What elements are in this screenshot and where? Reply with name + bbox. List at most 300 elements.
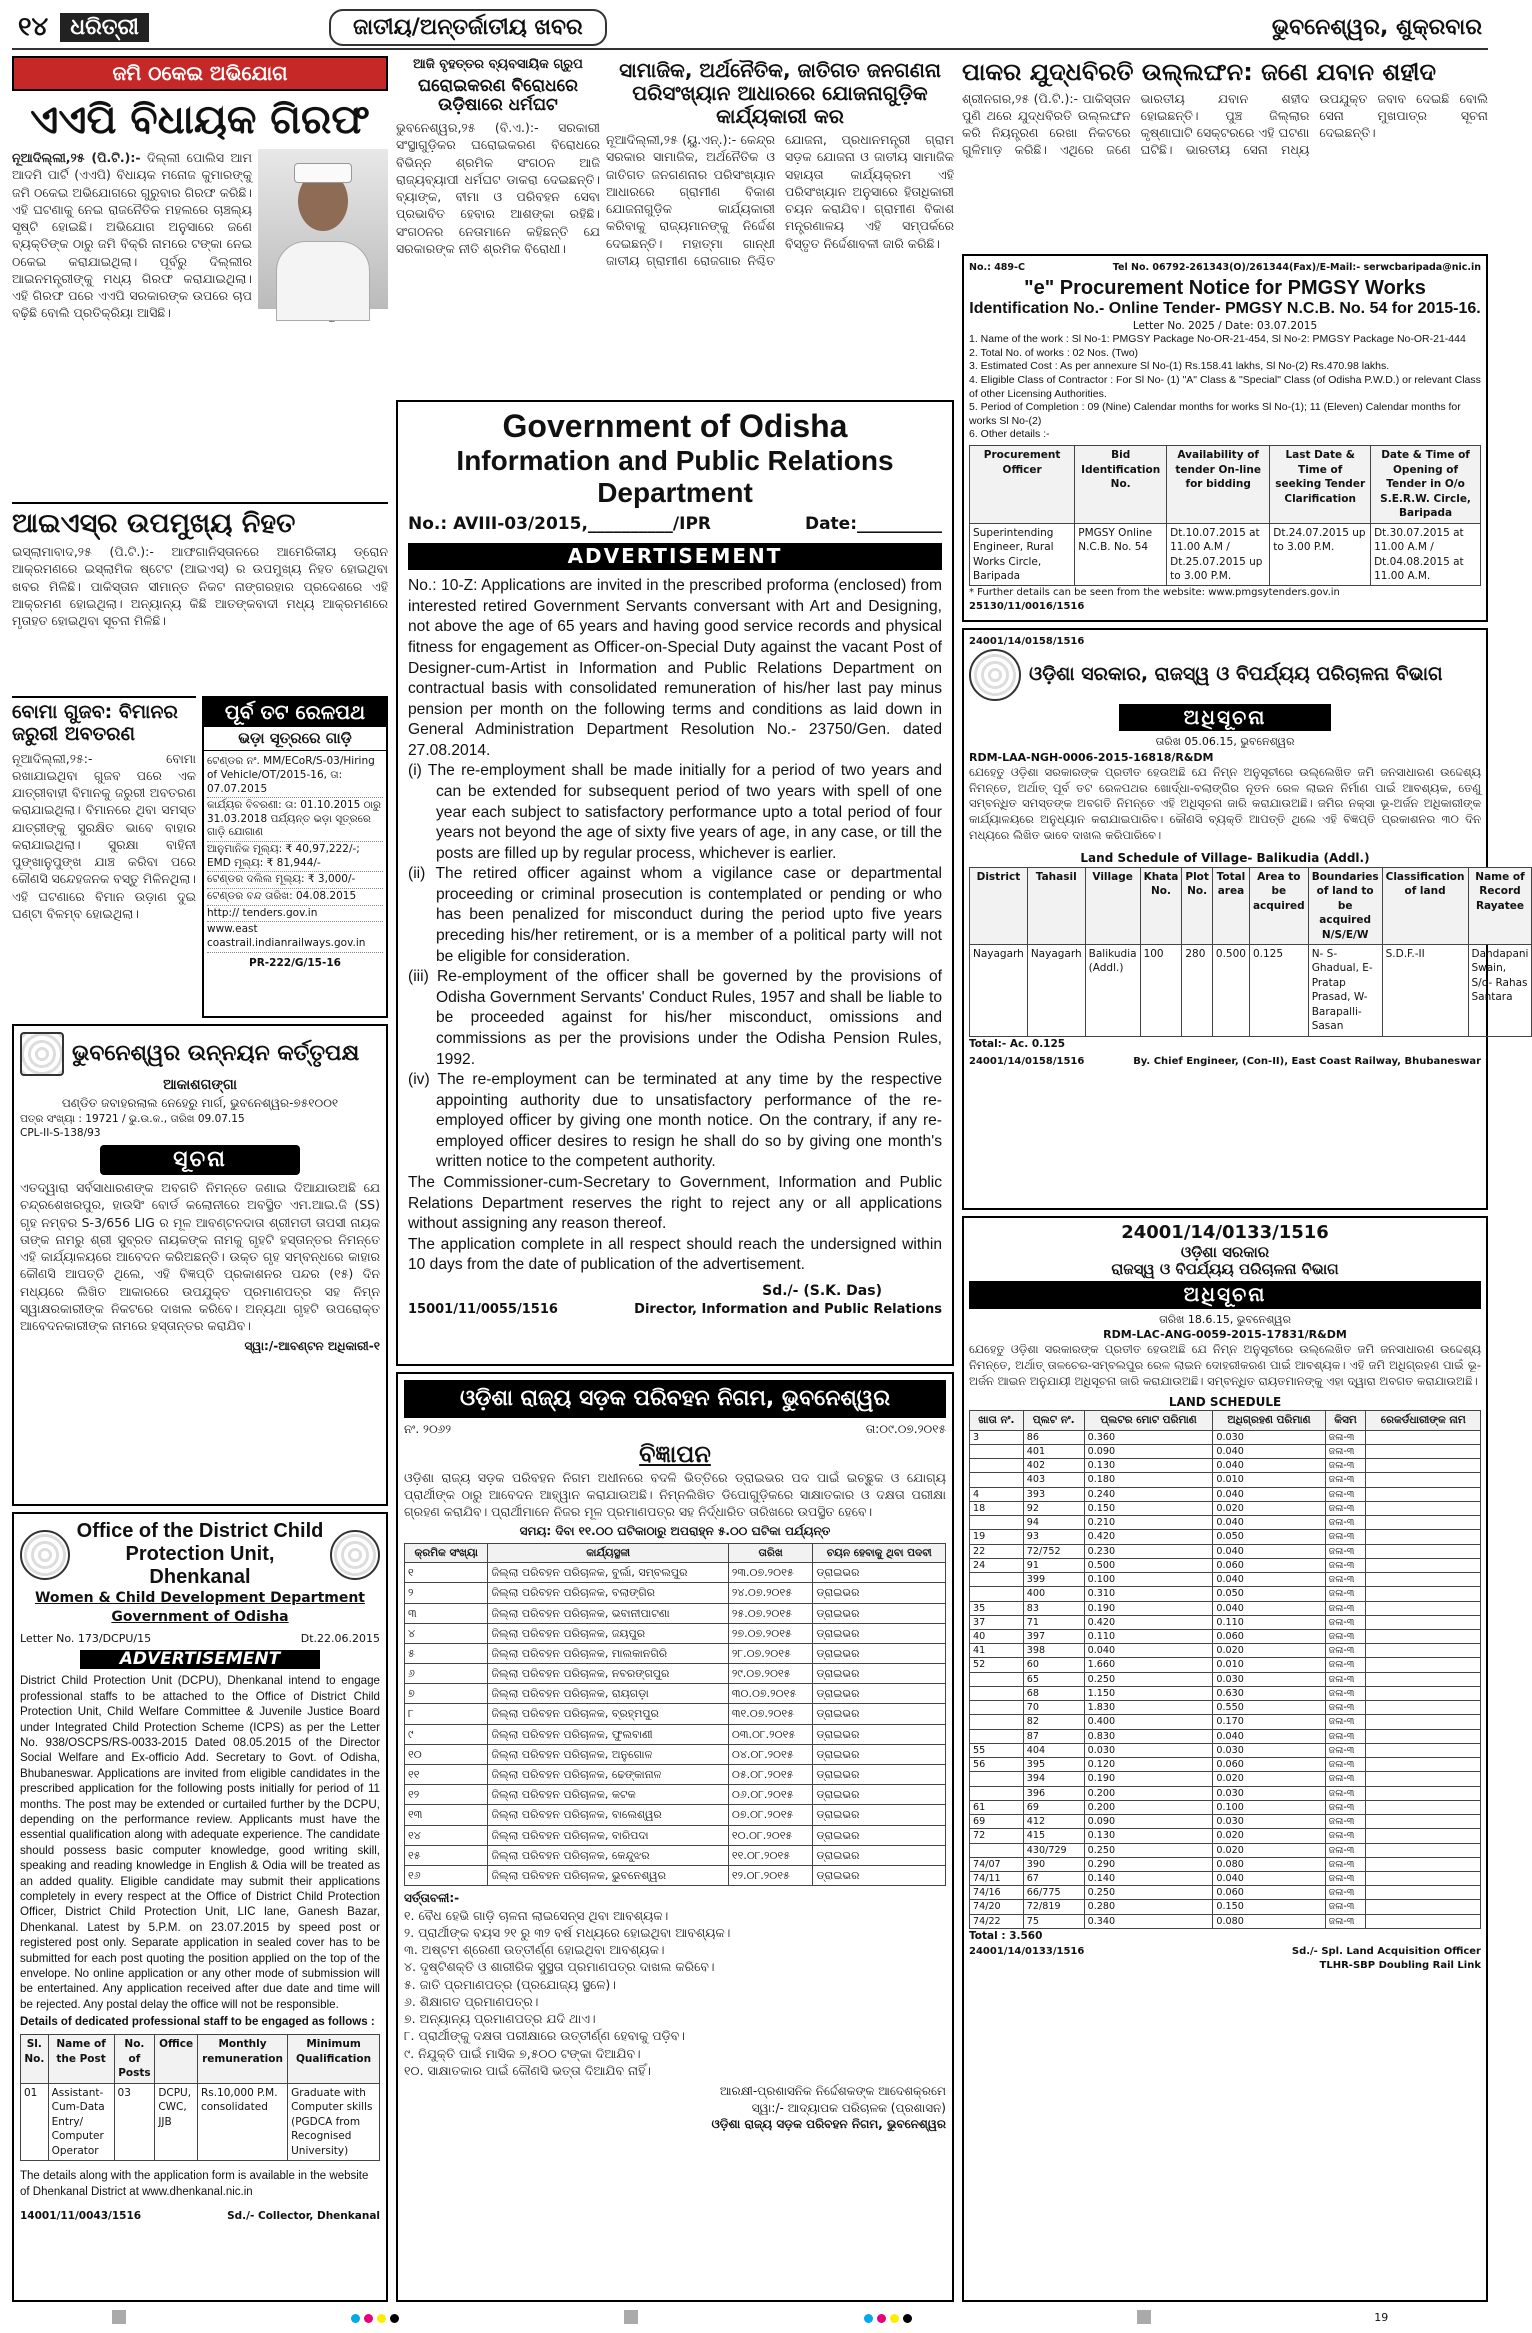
table-cell: 0.040 (1213, 1729, 1325, 1743)
table-cell: ଜଳା-୩ (1325, 1815, 1366, 1829)
table-cell: 0.030 (1213, 1815, 1325, 1829)
table-cell: 24 (970, 1558, 1024, 1572)
table-cell: 0.210 (1084, 1516, 1213, 1530)
schedule-title: Land Schedule of Village- Balikudia (Addl.) (1080, 851, 1370, 866)
rev1-cell-5: 0.500 (1212, 945, 1249, 1037)
schedule-row (970, 1729, 1481, 1743)
table-cell: ଜଳା-୩ (1325, 1501, 1366, 1515)
ad-signature-2: ସ୍ୱା:/- ଆଦ୍ୟାପକ ପରିଚାଳକ (ପ୍ରଶାସନ) (751, 2100, 946, 2115)
table-cell: ଡ୍ରାଇଭର (813, 1805, 946, 1825)
condition-item: ୧୦. ସାକ୍ଷାତକାର ପାଇଁ କୌଣସି ଭତ୍ତା ଦିଆଯିବ ନାହିଁ। (404, 2062, 651, 2078)
table-cell: ୭ (405, 1684, 488, 1704)
table-cell (1366, 1473, 1481, 1487)
ad-sd: Sd./- (S.K. Das) (762, 1282, 882, 1299)
table-cell (1366, 1729, 1481, 1743)
table-cell (1366, 1800, 1481, 1814)
schedule-row (970, 1686, 1481, 1700)
table-cell: ଡ୍ରାଇଭର (813, 1845, 946, 1865)
ad-line: 3. Estimated Cost : As per annexure Sl No-(1) Rs.158.41 lakhs, Sl No-(2) Rs.470.98 lakhs. (969, 360, 1390, 373)
ad-cpl: CPL-II-S-138/93 (20, 1127, 101, 1140)
table-cell: ୨ (405, 1583, 488, 1603)
table-cell: ଜିଲ୍ଲା ପରିବହନ ପରିଚାଳକ, ଢେଙ୍କାନାଳ (488, 1765, 728, 1785)
table-cell: 0.030 (1213, 1672, 1325, 1686)
ad-line: 1. Name of the work : Sl No-1: PMGSY Package No-OR-21-454, Sl No-2: PMGSY Package No-OR-21-444 (969, 332, 1466, 345)
ad-line: 6. Other details :- (969, 428, 1050, 441)
table-cell: 412 (1023, 1815, 1084, 1829)
table-cell: ୬ (405, 1664, 488, 1684)
ad-body: ଯେହେତୁ ଓଡ଼ିଶା ସରକାରଙ୍କ ପ୍ରତୀତ ହେଉଅଛି ଯେ ନିମ୍ନ ଅନୁସୂଚୀରେ ଉଲ୍ଲେଖିତ ଜମି ଜନସାଧାରଣ ଉଦ୍ଦେଶ୍ୟ ନିମନ୍ତେ, ଅର୍ଥାତ୍ ତାଳଚେର-ସମ୍ବଲପୁର ରେଳ ଲାଇନ ଦୋହରୀକରଣ ପାଇଁ ଆବଶ୍ୟକ। ଏହି ଜମି ଅଧିଗ୍ରହଣ ପାଇଁ ଭୂ-ଅର୍ଜନ ଆଇନ ଅନୁଯାୟୀ ଅଧିସୂଚନା ଜାରି କରାଯାଉଅଛି। ସମ୍ବନ୍ଧିତ ରାୟତମାନଙ୍କୁ ଏହା ଦ୍ୱାରା ଅବଗତ କରାଯାଉଅଛି। (969, 1342, 1481, 1388)
table-cell: ଜିଲ୍ଲା ପରିବହନ ପରିଚାଳକ, ଫୁଲବାଣୀ (488, 1724, 728, 1744)
table-cell: 72/819 (1023, 1900, 1084, 1914)
ad-revenue-notification-2 (962, 1216, 1488, 2302)
table-cell: 74/11 (970, 1872, 1024, 1886)
table-cell: ଡ୍ରାଇଭର (813, 1724, 946, 1744)
ad-intro: No.: 10-Z: Applications are invited in the prescribed proforma (enclosed) from interested retired Government Servants conversant with Art and Designing, not above the age of 65 years and having good service records and physical fitness for engagement as Officer-on-Special Duty against the vacant Post of Designer-cum-Artist in Information and Public Relations Department on contractual basis with consolidated remuneration of his/her last pay minus pension per month on the following terms and conditions as laid down in General Administration Department Resolution No.- 23750/Gen. dated 27.08.2014. (408, 577, 942, 759)
ad-subtitle: ଆକାଶଗଙ୍ଗା (163, 1077, 237, 1093)
pmgsy-header-2: Availability of tender On-line for bidding (1167, 446, 1270, 523)
table-cell: 0.040 (1213, 1516, 1325, 1530)
table-cell: 52 (970, 1658, 1024, 1672)
schedule-row (970, 1430, 1481, 1444)
table-cell (1366, 1815, 1481, 1829)
schedule-row (970, 1644, 1481, 1658)
table-cell: 69 (970, 1815, 1024, 1829)
mla-photo (258, 149, 388, 309)
ad-band: ସୂଚନା (100, 1145, 300, 1175)
table-cell (1366, 1686, 1481, 1700)
schedule-row (405, 1845, 946, 1865)
schedule-row (405, 1724, 946, 1744)
table-cell: 0.250 (1084, 1886, 1213, 1900)
table-cell (1366, 1558, 1481, 1572)
schedule-row (970, 1558, 1481, 1572)
ad-letter: Letter No. 2025 / Date: 03.07.2015 (1132, 319, 1318, 332)
table-cell: ଜଳା-୩ (1325, 1715, 1366, 1729)
story-headline: ବୋମା ଗୁଜବ: ବିମାନର ଜରୁରୀ ଅବତରଣ (12, 701, 178, 745)
table-cell: ଜଳା-୩ (1325, 1444, 1366, 1458)
ad-body: ଯେହେତୁ ଓଡ଼ିଶା ସରକାରଙ୍କ ପ୍ରତୀତ ହେଉଅଛି ଯେ ନିମ୍ନ ଅନୁସୂଚୀରେ ଉଲ୍ଲେଖିତ ଜମି ଜନସାଧାରଣ ଉଦ୍ଦେଶ୍ୟ ନିମନ୍ତେ, ଅର୍ଥାତ୍ ପୂର୍ବ ତଟ ରେଳପଥର ଖୋର୍ଦ୍ଧା-ବଲାଙ୍ଗିର ନୂତନ ରେଳ ଲାଇନ ନିର୍ମାଣ ପାଇଁ ଆବଶ୍ୟକ, ତେଣୁ ସମ୍ବନ୍ଧିତ ସମସ୍ତଙ୍କ ଅବଗତି ନିମନ୍ତେ ଏହି ଅଧିସୂଚନା ଜାରି କରାଯାଉଅଛି। ଜମିର ନକ୍ସା ଭୂ-ଅର୍ଜନ ଅଧିକାରୀଙ୍କ କାର୍ଯ୍ୟାଳୟରେ ଅନୁଧ୍ୟାନ କରାଯାଇପାରିବ। କୌଣସି ବ୍ୟକ୍ତି ଆପତ୍ତି ଥିଲେ ଏହି ବିଜ୍ଞପ୍ତି ପ୍ରକାଶନର ୩୦ ଦିନ ମଧ୍ୟରେ ଲିଖିତ ଭାବେ ଦାଖଲ କରିପାରିବେ। (969, 764, 1481, 843)
ad-line: http:// tenders.gov.in (207, 906, 383, 923)
story-bomb-hoax (12, 696, 196, 1018)
table-cell: ୦୫.୦୮.୨୦୧୫ (728, 1765, 813, 1785)
table-cell: ୯ (405, 1724, 488, 1744)
table-cell: ୧୩ (405, 1805, 488, 1825)
condition-item: ୪. ଦୃଷ୍ଟିଶକ୍ତି ଓ ଶାରୀରିକ ସୁସ୍ଥତା ପ୍ରମାଣପତ୍ର ଦାଖଲ କରିବେ। (404, 1959, 715, 1975)
schedule-row (970, 1800, 1481, 1814)
rev1-cell-2: Balikudia (Addl.) (1085, 945, 1140, 1037)
table-cell: ଜଳା-୩ (1325, 1886, 1366, 1900)
schedule-row (405, 1865, 946, 1885)
table-cell: ଜଳା-୩ (1325, 1786, 1366, 1800)
table-cell: 37 (970, 1615, 1024, 1629)
ad-date: ତାରିଖ 05.06.15, ଭୁବନେଶ୍ୱର (1155, 735, 1295, 749)
table-cell: 390 (1023, 1857, 1084, 1871)
schedule-row (405, 1785, 946, 1805)
table-cell: 0.050 (1213, 1530, 1325, 1544)
ad-code-top: 24001/14/0133/1516 (1121, 1222, 1329, 1243)
dcpu-header-0: Sl. No. (21, 2035, 49, 2083)
table-cell: ଜିଲ୍ଲା ପରିବହନ ପରିଚାଳକ, ଜୟପୁର (488, 1623, 728, 1643)
story-headline: ଆଇଏସ୍‌ର ଉପମୁଖ୍ୟ ନିହତ (12, 508, 296, 539)
table-cell: ୫ (405, 1643, 488, 1663)
table-cell (1366, 1857, 1481, 1871)
schedule-row (970, 1743, 1481, 1757)
table-cell: 86 (1023, 1430, 1084, 1444)
schedule-row (405, 1563, 946, 1583)
dcpu-header-4: Monthly remuneration (197, 2035, 287, 2083)
print-marks (0, 2305, 1500, 2329)
table-cell (1366, 1630, 1481, 1644)
cyan-dot (864, 2314, 873, 2323)
table-cell: ୩୦.୦୭.୨୦୧୫ (728, 1684, 813, 1704)
ad-website-note: The details along with the application form is available in the website of Dhenkanal District at www.dhenkanal.nic.in (20, 2170, 369, 2198)
table-cell: ଜଳା-୩ (1325, 1658, 1366, 1672)
table-cell: 0.170 (1213, 1715, 1325, 1729)
table-cell: ଜଳା-୩ (1325, 1800, 1366, 1814)
table-cell: 399 (1023, 1573, 1084, 1587)
table-cell: 0.050 (1213, 1587, 1325, 1601)
table-cell: 0.020 (1213, 1829, 1325, 1843)
table-cell: ଜଳା-୩ (1325, 1530, 1366, 1544)
rev1-header-0: District (970, 867, 1028, 944)
story-census (606, 56, 954, 394)
table-cell (1366, 1530, 1481, 1544)
table-cell: ଜଳା-୩ (1325, 1900, 1366, 1914)
schedule-row (405, 1765, 946, 1785)
ad-title-line2: Protection Unit, Dhenkanal (125, 1543, 275, 1588)
color-registration (349, 2308, 401, 2327)
table-cell: 0.060 (1213, 1558, 1325, 1572)
table-cell: ଜଳା-୩ (1325, 1473, 1366, 1487)
story-headline: ସାମାଜିକ, ଅର୍ଥନୈତିକ, ଜାତିଗତ ଜନଗଣନା ପରିସଂଖ୍ୟାନ ଆଧାରରେ ଯୋଜନାଗୁଡ଼ିକ କାର୍ଯ୍ୟକାରୀ କର (619, 58, 941, 128)
table-cell: ୧୨.୦୮.୨୦୧୫ (728, 1865, 813, 1885)
table-cell (1366, 1601, 1481, 1615)
rev2-header-0: ଖାତା ନଂ. (970, 1411, 1024, 1430)
table-cell (970, 1686, 1024, 1700)
schedule-row (970, 1815, 1481, 1829)
table-cell: ଜିଲ୍ଲା ପରିବହନ ପରିଚାଳକ, ବୁର୍ଲା, ସମ୍ବଲପୁର (488, 1563, 728, 1583)
table-cell (1366, 1430, 1481, 1444)
table-cell: 66/775 (1023, 1886, 1084, 1900)
table-cell: ଜଳା-୩ (1325, 1459, 1366, 1473)
table-cell: 0.280 (1084, 1900, 1213, 1914)
story-body: ଦିଲ୍ଲୀ ପୋଲିସ ଆମ ଆଦମି ପାର୍ଟି (ଏଏପି) ବିଧାୟକ ମନୋଜ କୁମାରଙ୍କୁ ଜମି ଠକେଇ ଅଭିଯୋଗରେ ଗୁରୁବାର ଗିରଫ କରିଛି। ଏହି ଘଟଣାକୁ ନେଇ ରାଜନୈତିକ ମହଲରେ ଚାଞ୍ଚଲ୍ୟ ସୃଷ୍ଟି ହୋଇଛି। ଅଭିଯୋଗ ଅନୁସାରେ ଜଣେ ବ୍ୟକ୍ତିଙ୍କ ଠାରୁ ଜମି ବିକ୍ରି ନାମରେ ଟଙ୍କା ନେଇ ଠକେଇ କରାଯାଇଥିଲା। ପୂର୍ବରୁ ଦିଲ୍ଲୀର ଆଇନମନ୍ତ୍ରୀଙ୍କୁ ମଧ୍ୟ ଗିରଫ କରାଯାଇଥିଲା। ଏହି ଗିରଫ ପରେ ଏଏପି ସରକାରଙ୍କ ଉପରେ ଚାପ ବଢ଼ିଛି ବୋଲି ପ୍ରତିକ୍ରିୟା ଆସିଛି। (12, 150, 252, 321)
schedule-row (970, 1872, 1481, 1886)
ad-line: ଆନୁମାନିକ ମୂଲ୍ୟ: ₹ 40,97,222/-; EMD ମୂଲ୍ୟ: ₹ 81,944/- (207, 842, 383, 872)
table-cell: 75 (1023, 1914, 1084, 1928)
rev2-header-2: ପ୍ଲଟର ମୋଟ ପରିମାଣ (1084, 1411, 1213, 1430)
table-cell: 74/20 (970, 1900, 1024, 1914)
ad-title: ଓଡ଼ିଶା ରାଜ୍ୟ ସଡ଼କ ପରିବହନ ନିଗମ, ଭୁବନେଶ୍ୱର (404, 1380, 946, 1418)
ad-date: Dt.22.06.2015 (300, 1631, 380, 1645)
table-cell (1366, 1743, 1481, 1757)
schedule-row (970, 1544, 1481, 1558)
table-cell (970, 1786, 1024, 1800)
table-cell (970, 1444, 1024, 1458)
ad-line: 5. Period of Completion : 09 (Nine) Calendar months for works Sl No-(1); 11 (Eleven) Calendar months for works Sl No-(2) (969, 401, 1461, 427)
ad-date: ତାରିଖ 18.6.15, ଭୁବନେଶ୍ୱର (1159, 1312, 1291, 1326)
table-cell: ଜିଲ୍ଲା ପରିବହନ ପରିଚାଳକ, ଅନୁଗୋଳ (488, 1744, 728, 1764)
table-cell: 18 (970, 1501, 1024, 1515)
ad-east-coast-railway (202, 696, 388, 1018)
rev1-header-6: Area to be acquired (1249, 867, 1308, 944)
ad-signature: By. Chief Engineer, (Con-II), East Coast Railway, Bhubaneswar (1133, 1056, 1481, 1068)
table-cell (970, 1729, 1024, 1743)
ad-line: ଟେଣ୍ଡର ବନ୍ଦ ତାରିଖ: 04.08.2015 (207, 889, 383, 906)
table-cell: ଜଳା-୩ (1325, 1487, 1366, 1501)
ad-code: 14001/11/0043/1516 (20, 2209, 142, 2222)
table-cell: 0.150 (1213, 1900, 1325, 1914)
table-cell: 0.030 (1213, 1430, 1325, 1444)
rev2-schedule-table (969, 1410, 1481, 1929)
story-strike (396, 56, 600, 394)
ad-signature-1: Sd./- Spl. Land Acquisition Officer (1291, 1946, 1481, 1958)
ad-title-line1: Government of Odisha (502, 408, 848, 444)
table-cell: 0.200 (1084, 1800, 1213, 1814)
ad-point: (iv) The re-employment can be terminated at any time by the respective appointing authority due to unsatisfactory performance of the re-employed officer by giving one month notice. On the contrary, if any re-employed officer desires to resign he shall do so by giving one month's written notice to the competent authority. (408, 1071, 942, 1171)
schedule-row (405, 1643, 946, 1663)
condition-item: ୮. ପ୍ରାର୍ଥୀଙ୍କୁ ଦକ୍ଷତା ପରୀକ୍ଷାରେ ଉତ୍ତୀର୍ଣ୍ଣ ହେବାକୁ ପଡ଼ିବ। (404, 2028, 685, 2044)
schedule-row (405, 1664, 946, 1684)
story-body: ଇସ୍‌ଲାମାବାଦ,୨୫ (ପି.ଟି.):- ଆଫଗାନିସ୍ତାନରେ ଆମେରିକୀୟ ଡ୍ରୋନ ଆକ୍ରମଣରେ ଇସ୍‌ଲାମିକ ଷ୍ଟେଟ (ଆଇଏସ୍) ର ଉପମୁଖ୍ୟ ନିହତ ହୋଇଥିବା ଖବର ମିଳିଛି। ପାକିସ୍ତାନ ସୀମାନ୍ତ ନିକଟ ନାଙ୍ଗରହାର ପ୍ରଦେଶରେ ଏହି ଆକ୍ରମଣ ହୋଇଥିଲା। ଅନ୍ୟାନ୍ୟ କିଛି ଆତଙ୍କବାଦୀ ମଧ୍ୟ ଆକ୍ରମଣରେ ମୃତାହତ ହୋଇଥିବା ସୂଚନା ମିଳିଛି। (12, 544, 388, 629)
table-cell: 0.040 (1213, 1601, 1325, 1615)
schedule-row (970, 1914, 1481, 1928)
ad-ref: RDM-LAA-NGH-0006-2015-16818/R&DM (969, 750, 1214, 764)
schedule-row (405, 1684, 946, 1704)
ad-code: 15001/11/0055/1516 (408, 1302, 558, 1318)
table-cell (1366, 1701, 1481, 1715)
schedule-row (970, 1658, 1481, 1672)
cyan-dot (351, 2314, 360, 2323)
table-cell: ୨୭.୦୭.୨୦୧୫ (728, 1623, 813, 1643)
table-cell: ୧୪ (405, 1825, 488, 1845)
table-cell: 0.340 (1084, 1914, 1213, 1928)
dcpu-header-3: Office (155, 2035, 198, 2083)
table-cell: ଜଳା-୩ (1325, 1516, 1366, 1530)
schedule-row (970, 1772, 1481, 1786)
schedule-row (970, 1900, 1481, 1914)
ad-body: ଓଡ଼ିଶା ରାଜ୍ୟ ସଡ଼କ ପରିବହନ ନିଗମ ଅଧୀନରେ ବଦଳି ଭିତ୍ତିରେ ଡ୍ରାଇଭର ପଦ ପାଇଁ ଇଚ୍ଛୁକ ଓ ଯୋଗ୍ୟ ପ୍ରାର୍ଥୀଙ୍କ ଠାରୁ ଆବେଦନ ଆହ୍ୱାନ କରାଯାଉଅଛି। ନିମ୍ନଲିଖିତ ଡିପୋଗୁଡ଼ିକରେ ସାକ୍ଷାତକାର ଓ ଦକ୍ଷତା ପରୀକ୍ଷା ଗ୍ରହଣ କରାଯିବ। ପ୍ରାର୍ଥୀମାନେ ନିଜର ମୂଳ ପ୍ରମାଣପତ୍ର ସହ ନିର୍ଦ୍ଧାରିତ ତାରିଖରେ ଉପସ୍ଥିତ ହେବେ। (404, 1469, 946, 1519)
ad-line: 4. Eligible Class of Contractor : For Sl No- (1) "A" Class & "Special" Class (of Odisha P.W.D.) or relevant Class of other Licensing Authorities. (969, 373, 1481, 400)
table-cell: 40 (970, 1630, 1024, 1644)
rev1-header-7: Boundaries of land to be acquired N/S/E/W (1308, 867, 1382, 944)
ad-signature: Sd./- Collector, Dhenkanal (227, 2209, 380, 2222)
table-cell: 19 (970, 1530, 1024, 1544)
condition-item: ୨. ପ୍ରାର୍ଥୀଙ୍କ ବୟସ ୨୧ ରୁ ୩୨ ବର୍ଷ ମଧ୍ୟରେ ହୋଇଥିବା ଆବଶ୍ୟକ। (404, 1924, 731, 1940)
table-cell: 0.420 (1084, 1530, 1213, 1544)
table-cell: 0.200 (1084, 1786, 1213, 1800)
table-cell (1366, 1715, 1481, 1729)
table-cell: ଜିଲ୍ଲା ପରିବହନ ପରିଚାଳକ, କଟକ (488, 1785, 728, 1805)
rev2-header-3: ଅଧିଗ୍ରହଣ ପରିମାଣ (1213, 1411, 1325, 1430)
pmgsy-cell-2: Dt.10.07.2015 at 11.00 A.M / Dt.25.07.2015 up to 3.00 P.M. (1167, 523, 1270, 586)
conditions-heading: ସର୍ତ୍ତାବଳୀ:- (404, 1891, 460, 1906)
ad-government: ଓଡ଼ିଶା ସରକାର (1180, 1242, 1270, 1261)
table-cell: 0.030 (1213, 1786, 1325, 1800)
schedule-row (405, 1704, 946, 1724)
ad-closing2: The application complete in all respect should reach the undersigned within 10 days from the date of publication of the advertisement. (408, 1235, 942, 1274)
table-cell: 0.130 (1084, 1459, 1213, 1473)
dcpu-cell-5: Graduate with Computer skills (PGDCA from Recognised University) (288, 2083, 380, 2160)
table-cell: ଡ୍ରାଇଭର (813, 1684, 946, 1704)
table-cell: ୧୧ (405, 1765, 488, 1785)
table-cell: ୩୧.୦୭.୨୦୧୫ (728, 1704, 813, 1724)
table-cell (1366, 1544, 1481, 1558)
ad-government: Government of Odisha (111, 1609, 289, 1626)
schedule-row (405, 1583, 946, 1603)
table-cell: 0.040 (1213, 1872, 1325, 1886)
table-cell (970, 1573, 1024, 1587)
ad-dcpu-dhenkanal (12, 1512, 388, 2302)
ad-line: 2. Total No. of works : 02 Nos. (Two) (969, 346, 1139, 359)
ad-code: 25130/11/0016/1516 (969, 601, 1085, 613)
table-cell: ଜଳା-୩ (1325, 1644, 1366, 1658)
table-cell: ଡ୍ରାଇଭର (813, 1744, 946, 1764)
ad-no: No.: AVIII-03/2015,__________/IPR (408, 514, 711, 535)
table-cell: 0.310 (1084, 1587, 1213, 1601)
table-cell: 402 (1023, 1459, 1084, 1473)
table-cell: 0.040 (1213, 1573, 1325, 1587)
table-cell: 0.830 (1084, 1729, 1213, 1743)
ad-body: ଏତଦ୍ୱାରା ସର୍ବସାଧାରଣଙ୍କ ଅବଗତି ନିମନ୍ତେ ଜଣାଇ ଦିଆଯାଉଅଛି ଯେ ଚନ୍ଦ୍ରଶେଖରପୁର, ହାଉସିଂ ବୋର୍ଡ କଲୋନୀରେ ଅବସ୍ଥିତ ଏମ.ଆଇ.ଜି (SS) ଗୃହ ନମ୍ବର S-3/656 LIG ର ମୂଳ ଆବଣ୍ଟନଦାତା ଶ୍ରୀମତୀ ତାପସୀ ନାୟକ ତାଙ୍କ ନାମରୁ ଶ୍ରୀ ସୁବ୍ରତ ନାୟକଙ୍କ ନାମକୁ ଗୃହଟି ହସ୍ତାନ୍ତର ନିମନ୍ତେ ଏହି କାର୍ଯ୍ୟାଳୟରେ ଆବେଦନ କରିଅଛନ୍ତି। ଉକ୍ତ ଗୃହ ସମ୍ବନ୍ଧରେ କାହାର କୌଣସି ଆପତ୍ତି ଥିଲେ, ଏହି ବିଜ୍ଞପ୍ତି ପ୍ରକାଶନର ପନ୍ଦର (୧୫) ଦିନ ମଧ୍ୟରେ ଲିଖିତ ଆକାରରେ ଉପଯୁକ୍ତ ପ୍ରମାଣପତ୍ର ସହ ନିମ୍ନ ସ୍ୱାକ୍ଷରକାରୀଙ୍କ ନିକଟରେ ଦାଖଲ କରିବେ। ଅନ୍ୟଥା ଗୃହଟି ଉପରୋକ୍ତ ଆବେଦନକାରୀଙ୍କ ନାମରେ ହସ୍ତାନ୍ତର କରାଯିବ। (20, 1180, 380, 1334)
table-cell: 401 (1023, 1444, 1084, 1458)
table-cell (970, 1516, 1024, 1530)
rev1-header-5: Total area (1212, 867, 1249, 944)
table-cell: 0.550 (1213, 1701, 1325, 1715)
table-cell: ୨୩.୦୭.୨୦୧୫ (728, 1563, 813, 1583)
pmgsy-header-1: Bid Identification No. (1075, 446, 1167, 523)
pmgsy-cell-3: Dt.24.07.2015 up to 3.00 P.M. (1270, 523, 1371, 586)
ad-band: ଅଧିସୂଚନା (1119, 704, 1331, 732)
table-cell: 400 (1023, 1587, 1084, 1601)
table-cell: 0.010 (1213, 1473, 1325, 1487)
table-cell (970, 1672, 1024, 1686)
content-grid (12, 56, 1529, 2306)
schedule-row (970, 1857, 1481, 1871)
table-cell: 393 (1023, 1487, 1084, 1501)
table-cell (970, 1701, 1024, 1715)
table-cell: ଡ୍ରାଇଭର (813, 1603, 946, 1623)
table-cell: ଜଳା-୩ (1325, 1686, 1366, 1700)
schedule-row (970, 1701, 1481, 1715)
story-is-deputy (12, 502, 388, 692)
table-cell: ୧୦ (405, 1744, 488, 1764)
black-dot (390, 2314, 399, 2323)
table-cell (970, 1459, 1024, 1473)
table-cell: 0.140 (1084, 1872, 1213, 1886)
rev1-header-4: Plot No. (1182, 867, 1213, 944)
story-body: ଭୁବନେଶ୍ୱର,୨୫ (ବି.ଏ.):- ସରକାରୀ ସଂସ୍ଥାଗୁଡ଼ିକର ଘରୋଇକରଣ ବିରୋଧରେ ବିଭିନ୍ନ ଶ୍ରମିକ ସଂଗଠନ ଆଜି ରାଜ୍ୟବ୍ୟାପୀ ଧର୍ମଘଟ ଡାକରା ଦେଇଛନ୍ତି। ବ୍ୟାଙ୍କ, ବୀମା ଓ ପରିବହନ ସେବା ପ୍ରଭାବିତ ହେବାର ଆଶଙ୍କା ରହିଛି। ସଂଗଠନର ନେତାମାନେ କହିଛନ୍ତି ଯେ ସରକାରଙ୍କ ନୀତି ଶ୍ରମିକ ବିରୋଧୀ। (396, 120, 600, 256)
table-cell: 0.020 (1213, 1501, 1325, 1515)
rev2-header-4: କିସମ (1325, 1411, 1366, 1430)
table-cell: ୩ (405, 1603, 488, 1623)
table-cell: 0.400 (1084, 1715, 1213, 1729)
table-cell (1366, 1772, 1481, 1786)
table-cell (1366, 1758, 1481, 1772)
table-cell: 0.020 (1213, 1843, 1325, 1857)
table-cell: ୨୫.୦୭.୨୦୧୫ (728, 1603, 813, 1623)
table-cell: 0.040 (1213, 1444, 1325, 1458)
conditions-list (404, 1907, 946, 2080)
table-cell: 1.830 (1084, 1701, 1213, 1715)
table-cell: 61 (970, 1800, 1024, 1814)
table-cell: 398 (1023, 1644, 1084, 1658)
table-cell: 0.150 (1084, 1501, 1213, 1515)
table-cell: 0.080 (1213, 1857, 1325, 1871)
ad-ref: ନଂ. ୨୦୬୨ (404, 1422, 452, 1437)
table-cell: 0.190 (1084, 1772, 1213, 1786)
story-kicker: ଜମି ଠକେଇ ଅଭିଯୋଗ (12, 56, 388, 91)
table-cell (1366, 1573, 1481, 1587)
table-cell: ଜଳା-୩ (1325, 1914, 1366, 1928)
table-cell: 72/752 (1023, 1544, 1084, 1558)
schedule-row (405, 1623, 946, 1643)
table-cell: ଜଳା-୩ (1325, 1758, 1366, 1772)
ad-letter-no: Letter No. 173/DCPU/15 (20, 1631, 152, 1645)
ad-department: ରାଜସ୍ୱ ଓ ବିପର୍ଯ୍ୟୟ ପରିଚାଳନା ବିଭାଗ (1111, 1259, 1339, 1278)
dcpu-cell-2: 03 (114, 2083, 155, 2160)
table-cell: ଜିଲ୍ଲା ପରିବହନ ପରିଚାଳକ, ରାୟଗଡ଼ା (488, 1684, 728, 1704)
table-cell: 395 (1023, 1758, 1084, 1772)
table-cell: 65 (1023, 1672, 1084, 1686)
gray-block (624, 2310, 638, 2324)
footer-page-no: 19 (1374, 2310, 1389, 2324)
table-cell: 60 (1023, 1658, 1084, 1672)
table-cell: 74/07 (970, 1857, 1024, 1871)
table-cell: 70 (1023, 1701, 1084, 1715)
table-cell: 3 (970, 1430, 1024, 1444)
ad-note: * Further details can be seen from the website: www.pmgsytenders.gov.in (969, 587, 1340, 599)
table-cell: ଜଳା-୩ (1325, 1843, 1366, 1857)
ad-line: କାର୍ଯ୍ୟର ବିବରଣୀ: ତା: 01.10.2015 ଠାରୁ 31.03.2018 ପର୍ଯ୍ୟନ୍ତ ଭଡ଼ା ସୂତ୍ରରେ ଗାଡ଼ି ଯୋଗାଣ (207, 798, 383, 842)
table-cell: ଡ୍ରାଇଭର (813, 1765, 946, 1785)
table-cell: 0.100 (1213, 1800, 1325, 1814)
rev1-header-2: Village (1085, 867, 1140, 944)
table-cell: 394 (1023, 1772, 1084, 1786)
table-cell: ଜିଲ୍ଲା ପରିବହନ ପରିଚାଳକ, ଭବାନୀପାଟଣା (488, 1603, 728, 1623)
table-cell: 87 (1023, 1729, 1084, 1743)
schedule-row (970, 1672, 1481, 1686)
table-cell: ୨୯.୦୭.୨୦୧୫ (728, 1664, 813, 1684)
schedule-row (970, 1786, 1481, 1800)
table-cell: 94 (1023, 1516, 1084, 1530)
ad-title: ପୂର୍ବ ତଟ ରେଳପଥ (204, 698, 386, 727)
dcpu-post-table (20, 2034, 380, 2161)
ad-body: District Child Protection Unit (DCPU), Dhenkanal intend to engage professional staffs to be attached to the Office of District Child Protection Unit, Child Welfare Committee & Juvenile Justice Board under Integrated Child Protection Scheme (ICPS) as per the Letter No. 938/OSCPS/RS-0033-2015 Dated 08.05.2015 of the Director Social Welfare and Ex-officio Add. Secretary to Govt. of Odisha, Bhubaneswar. Applications are invited from eligible candidates in the prescribed application for the following posts initially for period of 11 months. The post may be extended or curtailed further by the DCPU, depending on the performance review. Applicants must have the essential qualification along with adequate experience. The candidate should possess basic computer knowledge, good writing skill, speaking and reading knowledge in English & Odia will be treated as an added quality. Eligible candidate may submit their applications completely in every respect at the Office of District Child Protection Officer, District Child Protection Unit, LIC lane, Ganesh Bazar, Dhenkanal. Latest by 5.P.M. on 23.07.2015 by speed post or registered post only. Separate application in sealed cover has to be submitted for each post quoting the position applied on the top of the envelope. No online application or any other mode of submission will be entertained. Any application received after due date and time will be rejected. Any postal delay the office will not be responsible. (20, 1674, 380, 2011)
condition-item: ୭. ଅନ୍ୟାନ୍ୟ ପ୍ରମାଣପତ୍ର ଯଦି ଥାଏ। (404, 2011, 596, 2027)
table-cell: ଜଳା-୩ (1325, 1544, 1366, 1558)
table-cell: ଜଳା-୩ (1325, 1630, 1366, 1644)
ad-signature-2: TLHR-SBP Doubling Rail Link (1319, 1960, 1481, 1972)
table-cell: 1.660 (1084, 1658, 1213, 1672)
pmgsy-header-4: Date & Time of Opening of Tender in O/o S.E.R.W. Circle, Baripada (1371, 446, 1481, 523)
table-cell: ଜଳା-୩ (1325, 1829, 1366, 1843)
table-cell: 0.030 (1084, 1743, 1213, 1757)
rev1-cell-6: 0.125 (1249, 945, 1308, 1037)
schedule-row (970, 1473, 1481, 1487)
condition-item: ୯. ନିଯୁକ୍ତି ପାଇଁ ମାସିକ ୭,୫୦୦ ଟଙ୍କା ଦିଆଯିବ। (404, 2045, 641, 2061)
condition-item: ୧. ବୈଧ ହେଭି ଗାଡ଼ି ଚାଳନା ଲାଇସେନ୍ସ ଥିବା ଆବଶ୍ୟକ। (404, 1907, 669, 1923)
table-cell: 0.500 (1084, 1558, 1213, 1572)
table-cell: 0.040 (1084, 1644, 1213, 1658)
table-cell: 0.060 (1213, 1630, 1325, 1644)
table-cell: ଡ୍ରାଇଭର (813, 1563, 946, 1583)
table-cell: 92 (1023, 1501, 1084, 1515)
schedule-row (970, 1501, 1481, 1515)
story-body: ନୂଆଦିଲ୍ଲୀ,୨୫ (ୟୁ.ଏନ୍.):- କେନ୍ଦ୍ର ସରକାର ସାମାଜିକ, ଅର୍ଥନୈତିକ ଓ ଜାତିଗତ ଜନଗଣନାର ପରିସଂଖ୍ୟାନ ଆଧାରରେ ଗ୍ରାମୀଣ ବିକାଶ ଯୋଜନାଗୁଡ଼ିକ କାର୍ଯ୍ୟକାରୀ କରିବାକୁ ରାଜ୍ୟମାନଙ୍କୁ ନିର୍ଦ୍ଦେଶ ଦେଇଛନ୍ତି। ମହାତ୍ମା ଗାନ୍ଧୀ ଜାତୀୟ ଗ୍ରାମୀଣ ରୋଜଗାର ନିଶ୍ଚିତ ଯୋଜନା, ପ୍ରଧାନମନ୍ତ୍ରୀ ଗ୍ରାମ ସଡ଼କ ଯୋଜନା ଓ ଜାତୀୟ ସାମାଜିକ ସହାୟତା କାର୍ଯ୍ୟକ୍ରମ ଏହି ପରିସଂଖ୍ୟାନ ଅନୁସାରେ ହିତାଧିକାରୀ ଚୟନ କରାଯିବ। ଗ୍ରାମୀଣ ବିକାଶ ମନ୍ତ୍ରଣାଳୟ ଏହି ସମ୍ପର୍କରେ ବିସ୍ତୃତ ନିର୍ଦ୍ଦେଶାବଳୀ ଜାରି କରିଛି। (606, 132, 954, 268)
pmgsy-cell-1: PMGSY Online N.C.B. No. 54 (1075, 523, 1167, 586)
ad-title-line2: Information and Public Relations Department (456, 444, 894, 508)
